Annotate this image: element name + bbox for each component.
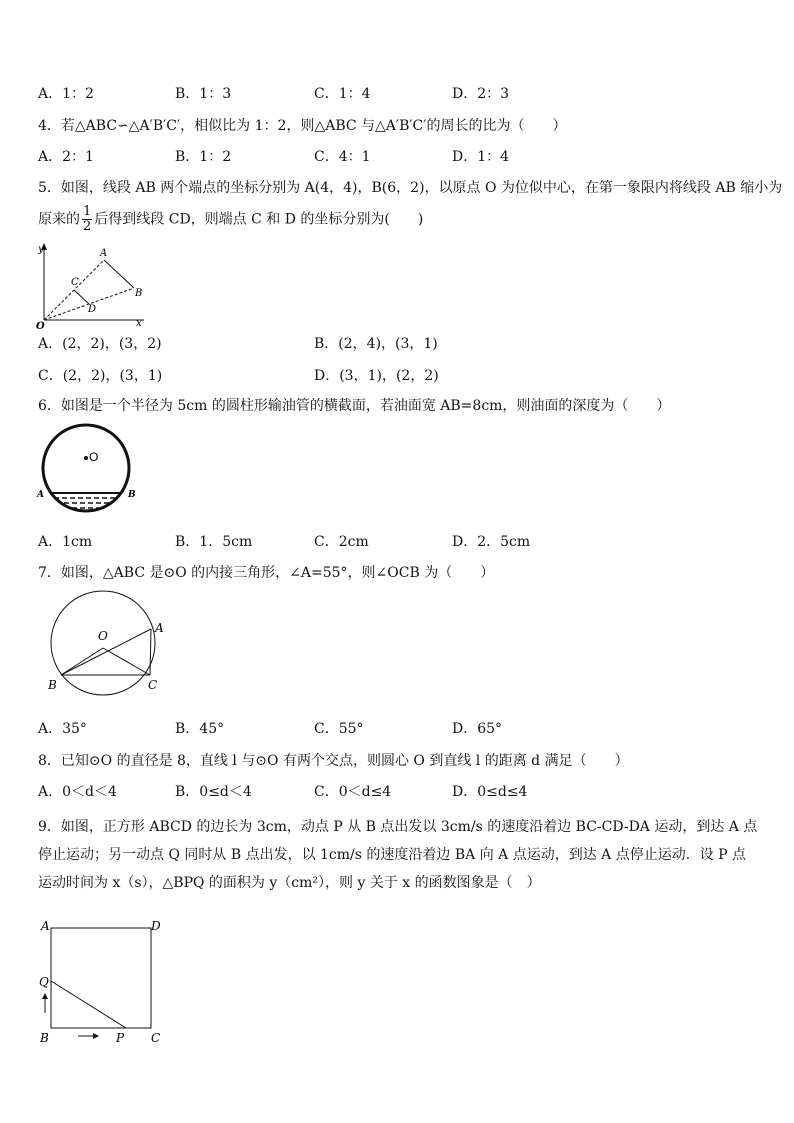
frac-num: 1 — [83, 204, 92, 219]
q7-option-d[interactable]: D．65° — [452, 721, 503, 737]
q9-figure — [38, 918, 168, 1048]
q4-option-d[interactable]: D．1：4 — [452, 149, 510, 165]
q5-options-row1 — [38, 333, 598, 353]
label-b: B — [128, 490, 136, 500]
label-d: D — [88, 304, 97, 315]
label-c: C — [71, 277, 79, 288]
q8-option-d[interactable]: D．0≤d≤4 — [452, 784, 528, 800]
q7-options — [38, 718, 598, 738]
label-c: C — [148, 678, 158, 692]
q-arrow-head — [42, 993, 48, 999]
q3-option-c[interactable]: C．1：4 — [314, 86, 371, 102]
q7-option-a[interactable]: A．35° — [38, 721, 87, 737]
q5-option-a[interactable]: A．(2，2)，(3，2) — [38, 336, 162, 352]
frac-den: 2 — [83, 219, 92, 234]
label-p: P — [116, 1031, 125, 1045]
q7-option-c[interactable]: C．55° — [314, 721, 364, 737]
label-q: Q — [39, 975, 49, 989]
label-o: O — [89, 450, 99, 464]
q6-figure — [36, 424, 140, 514]
segment-cd — [74, 290, 89, 304]
q5-options-row2 — [38, 365, 598, 385]
q3-option-b[interactable]: B．1：3 — [175, 86, 232, 102]
q6-option-a[interactable]: A．1cm — [38, 534, 93, 550]
segment-oc — [103, 648, 150, 675]
q7-option-b[interactable]: B．45° — [175, 721, 225, 737]
q5-stem-line2 — [38, 205, 423, 234]
q4-option-c[interactable]: C．4：1 — [314, 149, 371, 165]
label-o: O — [98, 629, 108, 643]
label-a: A — [37, 490, 44, 500]
segment-qp — [51, 981, 126, 1028]
q6-option-b[interactable]: B．1．5cm — [175, 534, 253, 550]
q5-option-c[interactable]: C．(2，2)，(3，1) — [38, 368, 163, 384]
q5-stem-line1: 5．如图，线段 AB 两个端点的坐标分别为 A(4，4)，B(6，2)，以原点 O 为位似中心，在第一象限内将线段 AB 缩小为 — [38, 180, 783, 196]
q9-stem: 9．如图，正方形 ABCD 的边长为 3cm，动点 P 从 B 点出发以 3cm/s 的速度沿着边 BC-CD-DA 运动，到达 A 点停止运动；另一动点 Q 同时从 B 点出发，以 1cm/s 的速度沿着边 BA 向 A 点运动，到达 A 点停止运动．设 P 点运动时间为 x（s），△BPQ 的面积为 y（cm²），则 y 关于 x 的函数图象是（ ） — [38, 819, 758, 891]
center-dot — [84, 456, 88, 460]
q5-line2-pre: 原来的 — [38, 211, 80, 228]
label-b: B — [135, 288, 143, 299]
q7-stem: 7．如图，△ABC 是⊙O 的内接三角形，∠A=55°，则∠OCB 为（ ） — [38, 565, 495, 581]
q3-option-d[interactable]: D．2：3 — [452, 86, 510, 102]
q5-option-b[interactable]: B．(2，4)，(3，1) — [314, 336, 438, 352]
q3-options — [38, 83, 598, 103]
square-abcd — [51, 928, 151, 1028]
segment-ob — [61, 648, 103, 675]
q3-option-a[interactable]: A．1：2 — [38, 86, 94, 102]
label-a: A — [41, 919, 50, 933]
p-arrow-head — [93, 1033, 99, 1039]
q4-option-a[interactable]: A．2：1 — [38, 149, 94, 165]
q4-stem: 4．若△ABC∽△A′B′C′，相似比为 1：2，则△ABC 与△A′B′C′的周长的比为（ ） — [38, 118, 567, 134]
label-y: y — [38, 244, 44, 255]
q8-options — [38, 781, 598, 801]
label-b: B — [48, 678, 57, 692]
label-c: C — [151, 1031, 161, 1045]
q8-option-a[interactable]: A．0＜d＜4 — [38, 784, 117, 800]
label-o: O — [36, 321, 45, 332]
q7-figure — [44, 596, 174, 696]
q6-option-c[interactable]: C．2cm — [314, 534, 369, 550]
label-x: x — [136, 318, 142, 329]
label-a: A — [155, 621, 164, 635]
q5-figure — [36, 240, 148, 330]
q8-option-b[interactable]: B．0≤d＜4 — [175, 784, 252, 800]
q6-options — [38, 531, 598, 551]
q8-stem: 8．已知⊙O 的直径是 8，直线 l 与⊙O 有两个交点，则圆心 O 到直线 l 的距离 d 满足（ ） — [38, 753, 629, 769]
segment-ab — [104, 260, 134, 288]
label-b: B — [40, 1031, 49, 1045]
q4-options — [38, 146, 598, 166]
circumcircle — [51, 591, 158, 695]
q6-stem: 6．如图是一个半径为 5cm 的圆柱形输油管的横截面，若油面宽 AB=8cm，则油面的深度为（ ） — [38, 398, 671, 414]
label-d: D — [151, 919, 161, 933]
q8-option-c[interactable]: C．0＜d≤4 — [314, 784, 392, 800]
side-ac — [150, 629, 151, 675]
q5-line2-post: 后得到线段 CD，则端点 C 和 D 的坐标分别为( ) — [94, 211, 424, 228]
q6-option-d[interactable]: D．2．5cm — [452, 534, 531, 550]
fraction-half — [82, 205, 92, 234]
label-a: A — [100, 248, 108, 259]
q5-option-d[interactable]: D．(3，1)，(2，2) — [314, 368, 439, 384]
q4-option-b[interactable]: B．1：2 — [175, 149, 232, 165]
